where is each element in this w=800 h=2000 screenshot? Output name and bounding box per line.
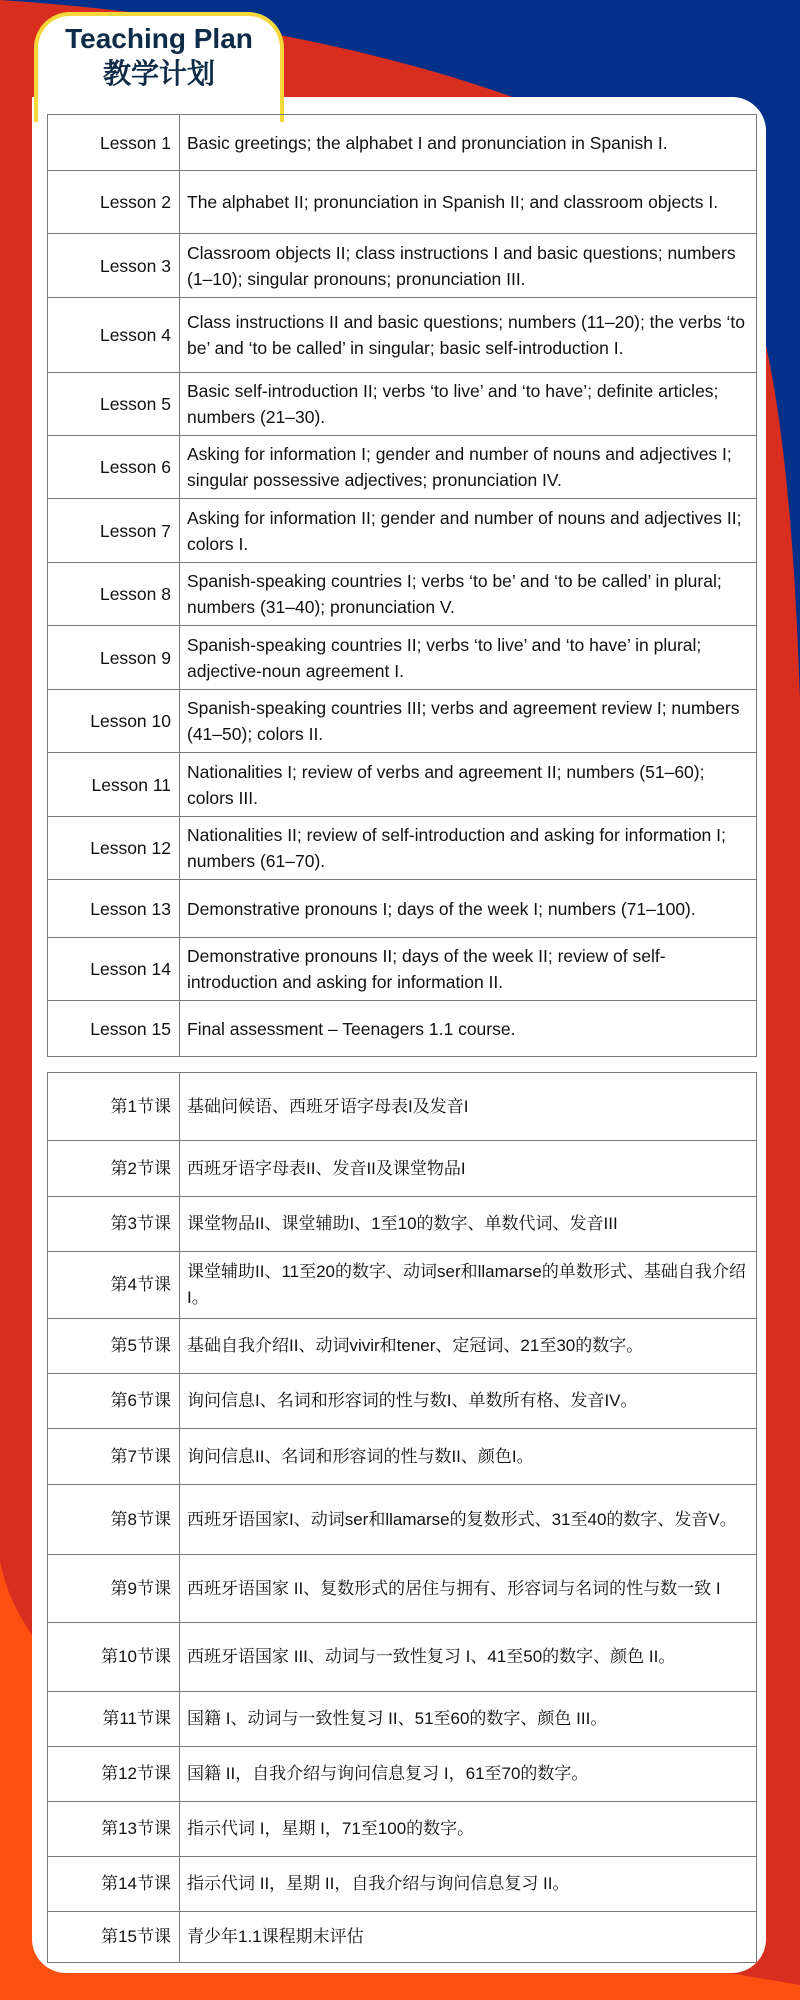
lesson-label: Lesson 10 (48, 690, 180, 753)
lesson-en-row (48, 563, 757, 626)
lesson-content: 西班牙语国家 II、复数形式的居住与拥有、形容词与名词的性与数一致 I (180, 1555, 757, 1623)
lesson-label: Lesson 14 (48, 938, 180, 1001)
lesson-label: 第4节课 (48, 1252, 180, 1319)
lesson-content: 指示代词 I，星期 I，71至100的数字。 (180, 1802, 757, 1857)
lesson-zh-row (48, 1692, 757, 1747)
lesson-en-row (48, 626, 757, 690)
lesson-content: The alphabet II; pronunciation in Spanish II; and classroom objects I. (180, 171, 757, 234)
lesson-content: Final assessment – Teenagers 1.1 course. (180, 1001, 757, 1057)
lesson-zh-row (48, 1141, 757, 1197)
lesson-zh-row (48, 1252, 757, 1319)
lesson-label: Lesson 1 (48, 115, 180, 171)
lesson-label: Lesson 3 (48, 234, 180, 298)
lesson-table-zh (47, 1072, 757, 1963)
lesson-zh-row (48, 1319, 757, 1374)
lesson-en-row (48, 234, 757, 298)
lesson-en-row (48, 373, 757, 436)
lesson-label: Lesson 6 (48, 436, 180, 499)
lesson-label: Lesson 12 (48, 817, 180, 880)
lesson-zh-row (48, 1555, 757, 1623)
lesson-zh-row (48, 1912, 757, 1963)
lesson-en-row (48, 690, 757, 753)
lesson-label: Lesson 4 (48, 298, 180, 373)
lesson-content: 询问信息II、名词和形容词的性与数II、颜色I。 (180, 1429, 757, 1485)
lesson-en-row (48, 115, 757, 171)
lesson-zh-row (48, 1073, 757, 1141)
lesson-content: Asking for information II; gender and number of nouns and adjectives II; colors I. (180, 499, 757, 563)
lesson-content: 课堂辅助II、11至20的数字、动词ser和llamarse的单数形式、基础自我介绍I。 (180, 1252, 757, 1319)
lesson-label: Lesson 9 (48, 626, 180, 690)
lesson-en-row (48, 499, 757, 563)
lesson-content: 基础问候语、西班牙语字母表I及发音I (180, 1073, 757, 1141)
lesson-label: 第1节课 (48, 1073, 180, 1141)
lesson-content: 课堂物品II、课堂辅助I、1至10的数字、单数代词、发音III (180, 1197, 757, 1252)
lesson-content: Basic self-introduction II; verbs ‘to live’ and ‘to have’; definite articles; numbers (21–30). (180, 373, 757, 436)
lesson-content: 青少年1.1课程期末评估 (180, 1912, 757, 1963)
lesson-label: 第11节课 (48, 1692, 180, 1747)
lesson-content: 国籍 II，自我介绍与询问信息复习 I，61至70的数字。 (180, 1747, 757, 1802)
lesson-label: Lesson 15 (48, 1001, 180, 1057)
lesson-label: Lesson 7 (48, 499, 180, 563)
lesson-label: Lesson 8 (48, 563, 180, 626)
lesson-content: Demonstrative pronouns I; days of the week I; numbers (71–100). (180, 880, 757, 938)
lesson-label: 第7节课 (48, 1429, 180, 1485)
lesson-label: 第2节课 (48, 1141, 180, 1197)
lesson-label: 第8节课 (48, 1485, 180, 1555)
page-title-en: Teaching Plan (65, 23, 253, 54)
lesson-content: 指示代词 II，星期 II，自我介绍与询问信息复习 II。 (180, 1857, 757, 1912)
title-tab (34, 12, 284, 122)
lesson-content: 西班牙语国家I、动词ser和llamarse的复数形式、31至40的数字、发音V。 (180, 1485, 757, 1555)
lesson-en-row (48, 171, 757, 234)
lesson-content: Classroom objects II; class instructions I and basic questions; numbers (1–10); singular pronouns; pronunciation III. (180, 234, 757, 298)
lesson-zh-row (48, 1374, 757, 1429)
lesson-label: 第6节课 (48, 1374, 180, 1429)
lesson-content: Spanish-speaking countries II; verbs ‘to live’ and ‘to have’ in plural; adjective-noun agreement I. (180, 626, 757, 690)
lesson-zh-row (48, 1802, 757, 1857)
lesson-en-row (48, 880, 757, 938)
lesson-zh-row (48, 1747, 757, 1802)
lesson-label: 第10节课 (48, 1623, 180, 1692)
lesson-label: Lesson 13 (48, 880, 180, 938)
lesson-content: 西班牙语字母表II、发音II及课堂物品I (180, 1141, 757, 1197)
page-title-zh: 教学计划 (102, 58, 215, 89)
lesson-zh-row (48, 1485, 757, 1555)
lesson-content: Nationalities II; review of self-introduction and asking for information I; numbers (61–70). (180, 817, 757, 880)
lesson-content: Spanish-speaking countries III; verbs and agreement review I; numbers (41–50); colors II. (180, 690, 757, 753)
lesson-zh-row (48, 1857, 757, 1912)
lesson-label: 第13节课 (48, 1802, 180, 1857)
lesson-label: Lesson 2 (48, 171, 180, 234)
lesson-content: 基础自我介绍II、动词vivir和tener、定冠词、21至30的数字。 (180, 1319, 757, 1374)
lesson-content: Asking for information I; gender and number of nouns and adjectives I; singular possessive adjectives; pronunciation IV. (180, 436, 757, 499)
lesson-en-row (48, 436, 757, 499)
lesson-zh-row (48, 1623, 757, 1692)
lesson-en-row (48, 938, 757, 1001)
lesson-content: Nationalities I; review of verbs and agreement II; numbers (51–60); colors III. (180, 753, 757, 817)
lesson-label: 第14节课 (48, 1857, 180, 1912)
lesson-label: 第9节课 (48, 1555, 180, 1623)
lesson-content: 询问信息I、名词和形容词的性与数I、单数所有格、发音IV。 (180, 1374, 757, 1429)
lesson-content: 西班牙语国家 III、动词与一致性复习 I、41至50的数字、颜色 II。 (180, 1623, 757, 1692)
lesson-label: Lesson 11 (48, 753, 180, 817)
lesson-label: Lesson 5 (48, 373, 180, 436)
lesson-table-en (47, 114, 757, 1057)
lesson-label: 第12节课 (48, 1747, 180, 1802)
lesson-label: 第15节课 (48, 1912, 180, 1963)
lesson-content: Demonstrative pronouns II; days of the week II; review of self-introduction and asking for information II. (180, 938, 757, 1001)
lesson-zh-row (48, 1197, 757, 1252)
lesson-content: Class instructions II and basic questions; numbers (11–20); the verbs ‘to be’ and ‘to be called’ in singular; basic self-introduction I. (180, 298, 757, 373)
lesson-zh-row (48, 1429, 757, 1485)
lesson-en-row (48, 817, 757, 880)
lesson-content: Basic greetings; the alphabet I and pronunciation in Spanish I. (180, 115, 757, 171)
lesson-en-row (48, 298, 757, 373)
lesson-label: 第5节课 (48, 1319, 180, 1374)
lesson-en-row (48, 753, 757, 817)
lesson-en-row (48, 1001, 757, 1057)
lesson-content: Spanish-speaking countries I; verbs ‘to be’ and ‘to be called’ in plural; numbers (31–40); pronunciation V. (180, 563, 757, 626)
lesson-content: 国籍 I、动词与一致性复习 II、51至60的数字、颜色 III。 (180, 1692, 757, 1747)
lesson-label: 第3节课 (48, 1197, 180, 1252)
